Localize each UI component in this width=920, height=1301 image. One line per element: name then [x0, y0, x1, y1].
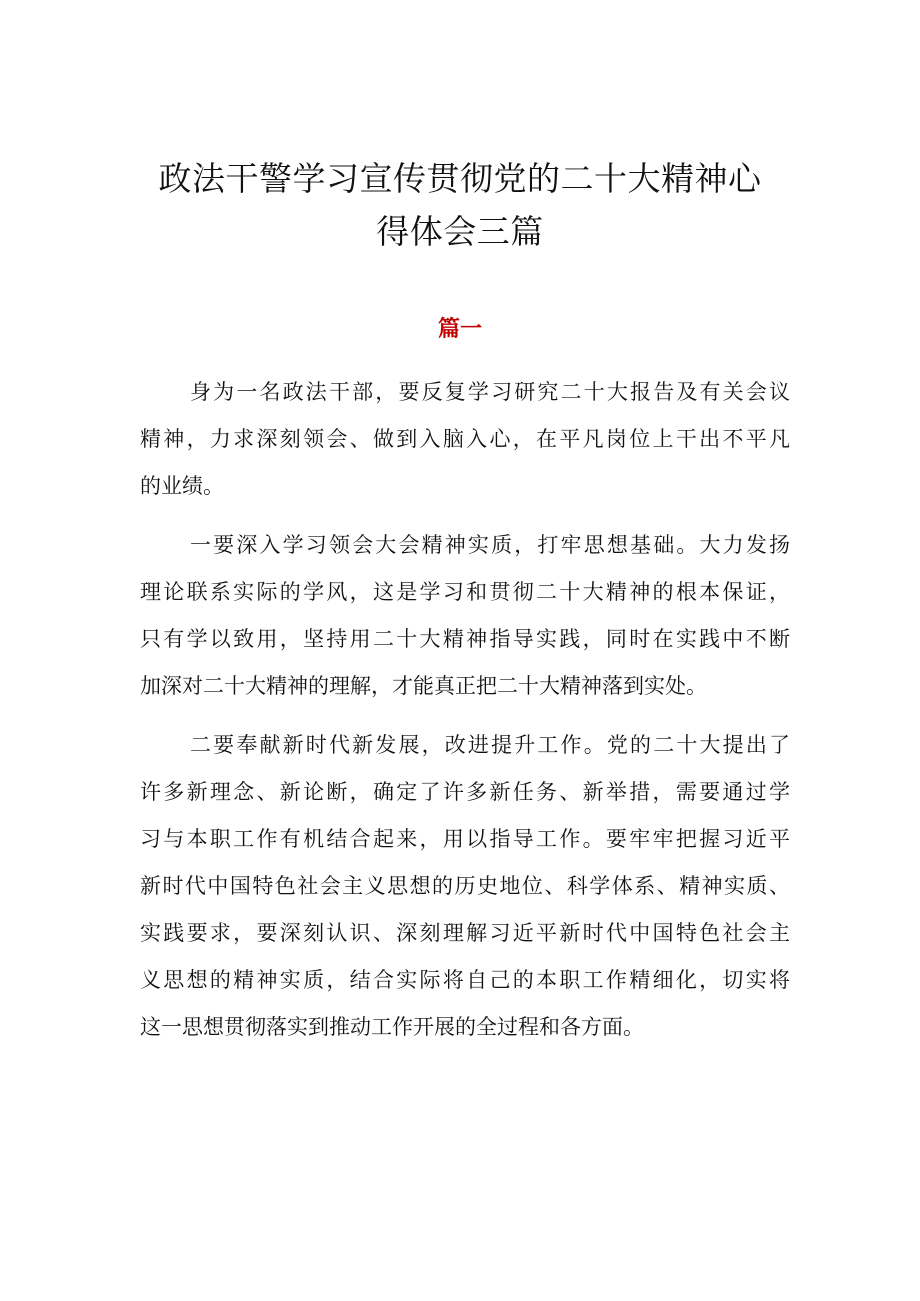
- paragraph-2: [140, 522, 790, 710]
- document-body: [140, 369, 790, 1063]
- paragraph-line: 一要深入学习领会大会精神实质，打牢思想基础。大力发扬: [190, 533, 790, 557]
- paragraph-line: 新时代中国特色社会主义思想的历史地位、科学体系、精神实质、: [140, 874, 790, 898]
- paragraph-line: 习与本职工作有机结合起来，用以指导工作。要牢牢把握习近平: [140, 827, 790, 851]
- paragraph-line: 身为一名政法干部，要反复学习研究二十大报告及有关会议: [190, 380, 790, 404]
- paragraph-line: 义思想的精神实质，结合实际将自己的本职工作精细化，切实将: [140, 968, 790, 992]
- paragraph-line: 理论联系实际的学风，这是学习和贯彻二十大精神的根本保证，: [140, 580, 790, 604]
- paragraph-line: 加深对二十大精神的理解，才能真正把二十大精神落到实处。: [140, 674, 707, 698]
- paragraph-line: 精神，力求深刻领会、做到入脑入心，在平凡岗位上干出不平凡: [140, 427, 790, 451]
- paragraph-line: 只有学以致用，坚持用二十大精神指导实践，同时在实践中不断: [140, 627, 790, 651]
- title-line-2: 得体会三篇: [376, 212, 544, 251]
- paragraph-line: 实践要求，要深刻认识、深刻理解习近平新时代中国特色社会主: [140, 921, 790, 945]
- document-title: [140, 152, 780, 258]
- paragraph-line: 这一思想贯彻落实到推动工作开展的全过程和各方面。: [140, 1015, 644, 1039]
- paragraph-line: 许多新理念、新论断，确定了许多新任务、新举措，需要通过学: [140, 780, 790, 804]
- paragraph-line: 的业绩。: [140, 474, 224, 498]
- paragraph-line: 二要奉献新时代新发展，改进提升工作。党的二十大提出了: [190, 733, 790, 757]
- title-line-1: 政法干警学习宣传贯彻党的二十大精神心: [158, 159, 762, 198]
- section-heading: 篇一: [437, 317, 482, 342]
- paragraph-1: [140, 369, 790, 510]
- paragraph-3: [140, 722, 790, 1051]
